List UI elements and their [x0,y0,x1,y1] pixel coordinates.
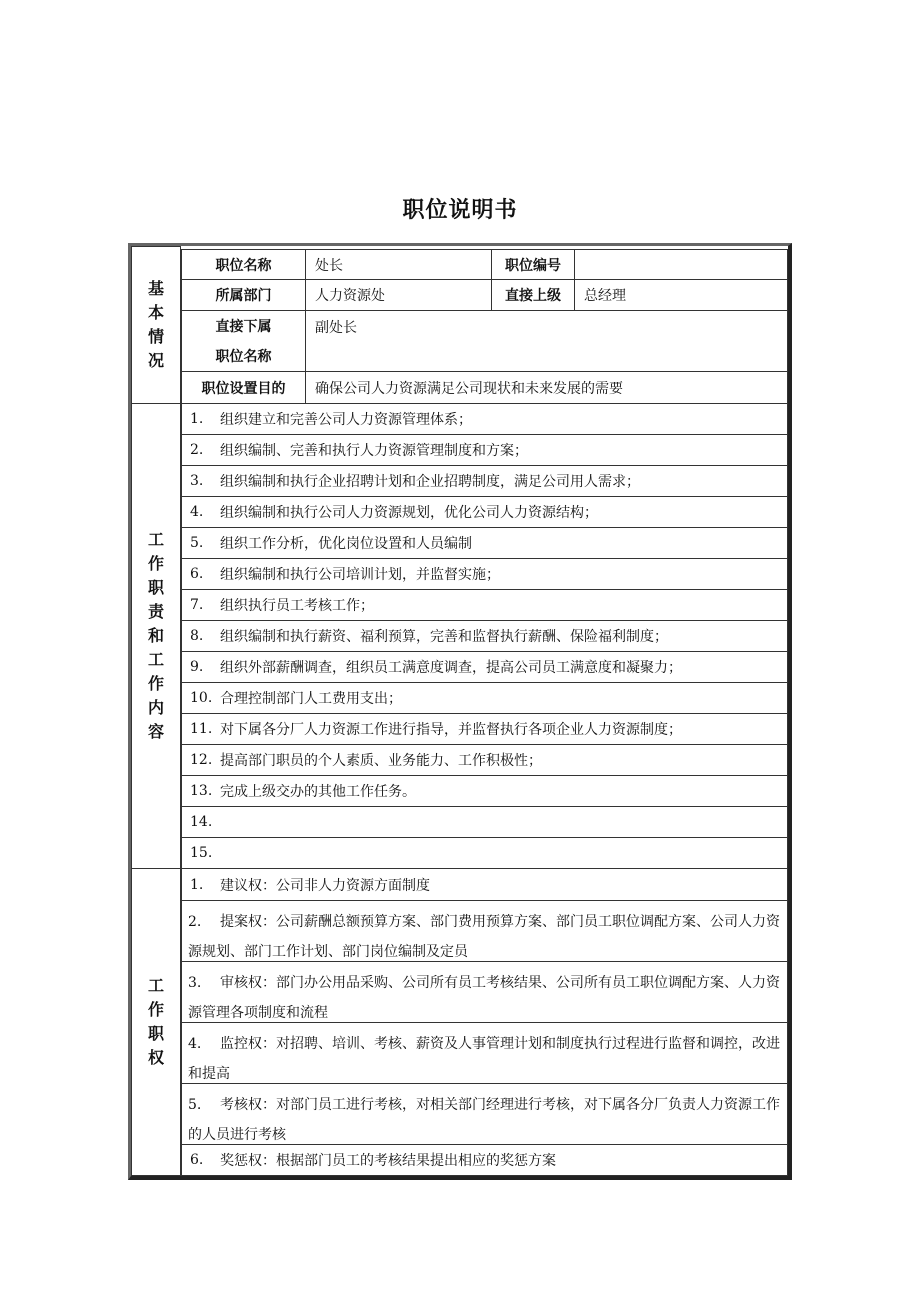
duty-item [181,527,788,559]
duty-number: 4. [190,504,204,520]
duty-item [181,682,788,714]
duty-text: 提高部门职员的个人素质、业务能力、工作积极性； [220,753,542,769]
position-name-value: 处长 [305,249,492,280]
page-title: 职位说明书 [402,198,518,223]
subordinate-label [181,310,306,372]
duty-item [181,775,788,807]
duty-number: 3. [190,473,204,489]
department-label: 所属部门 [181,279,306,311]
superior-value: 总经理 [574,279,788,311]
section-basic-text: 基本情况 [147,279,164,370]
authority-item [181,961,788,1023]
duty-item [181,620,788,652]
duty-item [181,465,788,497]
authority-number: 6. [190,1152,204,1168]
section-duties-text: 工作职责和工作内容 [147,530,164,741]
section-duties-label [131,403,181,869]
position-code-label: 职位编号 [491,249,575,280]
authority-text: 审核权：部门办公用品采购、公司所有员工考核结果、公司所有员工职位调配方案、人力资源管理各项制度和流程 [188,975,780,1021]
duty-text: 组织执行员工考核工作； [220,598,374,614]
authority-text: 监控权：对招聘、培训、考核、薪资及人事管理计划和制度执行过程进行监督和调控，改进和提高 [188,1036,780,1082]
duty-text: 组织编制和执行公司人力资源规划，优化公司人力资源结构； [220,505,598,521]
duty-number: 10. [190,690,213,706]
duty-number: 2. [190,442,204,458]
duty-item [181,744,788,776]
subordinate-text: 副处长 [315,320,357,336]
authority-item [181,1022,788,1084]
position-name-label: 职位名称 [181,249,306,280]
duty-item [181,651,788,683]
authority-item [181,900,788,962]
authority-number: 2. [188,914,202,930]
duty-number: 8. [190,628,204,644]
duty-text: 合理控制部门人工费用支出； [220,691,402,707]
department-value: 人力资源处 [305,279,492,311]
duty-number: 7. [190,597,204,613]
duty-text: 组织编制和执行公司培训计划，并监督实施； [220,567,500,583]
authority-text: 奖惩权：根据部门员工的考核结果提出相应的奖惩方案 [220,1153,556,1169]
duty-number: 12. [190,752,213,768]
authority-item [181,1144,788,1176]
superior-label: 直接上级 [491,279,575,311]
duty-number: 14. [190,814,213,830]
duty-text: 组织外部薪酬调查，组织员工满意度调查，提高公司员工满意度和凝聚力； [220,660,682,676]
duty-item [181,837,788,869]
duty-number: 1. [190,411,204,427]
duty-text: 组织编制和执行企业招聘计划和企业招聘制度，满足公司用人需求； [220,474,640,490]
duty-text: 组织工作分析，优化岗位设置和人员编制 [220,536,472,552]
duty-number: 5. [190,535,204,551]
duty-item [181,713,788,745]
subordinate-value [305,310,788,372]
subordinate-label-line-1: 直接下属 [215,319,272,335]
authority-number: 4. [188,1036,202,1052]
duty-item [181,806,788,838]
duty-text: 组织建立和完善公司人力资源管理体系； [220,412,472,428]
section-authority-label [131,868,181,1176]
position-code-value [574,249,788,280]
duty-text: 组织编制和执行薪资、福利预算，完善和监督执行薪酬、保险福利制度； [220,629,668,645]
authority-number: 5. [188,1097,202,1113]
authority-text: 提案权：公司薪酬总额预算方案、部门费用预算方案、部门员工职位调配方案、公司人力资源规划、部门工作计划、部门岗位编制及定员 [188,914,780,960]
authority-number: 3. [188,975,202,991]
duty-item [181,434,788,466]
purpose-label: 职位设置目的 [181,371,306,404]
subordinate-label-line-2: 职位名称 [215,349,272,365]
duty-text: 完成上级交办的其他工作任务。 [220,784,416,800]
authority-number: 1. [190,876,204,893]
duty-number: 6. [190,566,204,582]
duty-item [181,403,788,435]
duty-number: 11. [190,721,213,737]
duty-number: 9. [190,659,204,675]
duty-item [181,558,788,590]
duty-number: 13. [190,783,213,799]
authority-text: 考核权：对部门员工进行考核，对相关部门经理进行考核，对下属各分厂负责人力资源工作的人员进行考核 [188,1097,780,1143]
duty-text: 对下属各分厂人力资源工作进行指导，并监督执行各项企业人力资源制度； [220,722,682,738]
section-basic-label [131,246,181,404]
authority-item [181,868,788,901]
duty-number: 15. [190,845,213,861]
purpose-value: 确保公司人力资源满足公司现状和未来发展的需要 [305,371,788,404]
authority-item [181,1083,788,1145]
duty-item [181,496,788,528]
duty-item [181,589,788,621]
authority-text: 建议权：公司非人力资源方面制度 [220,877,430,894]
duty-text: 组织编制、完善和执行人力资源管理制度和方案； [220,443,528,459]
section-authority-text: 工作职权 [147,976,164,1067]
